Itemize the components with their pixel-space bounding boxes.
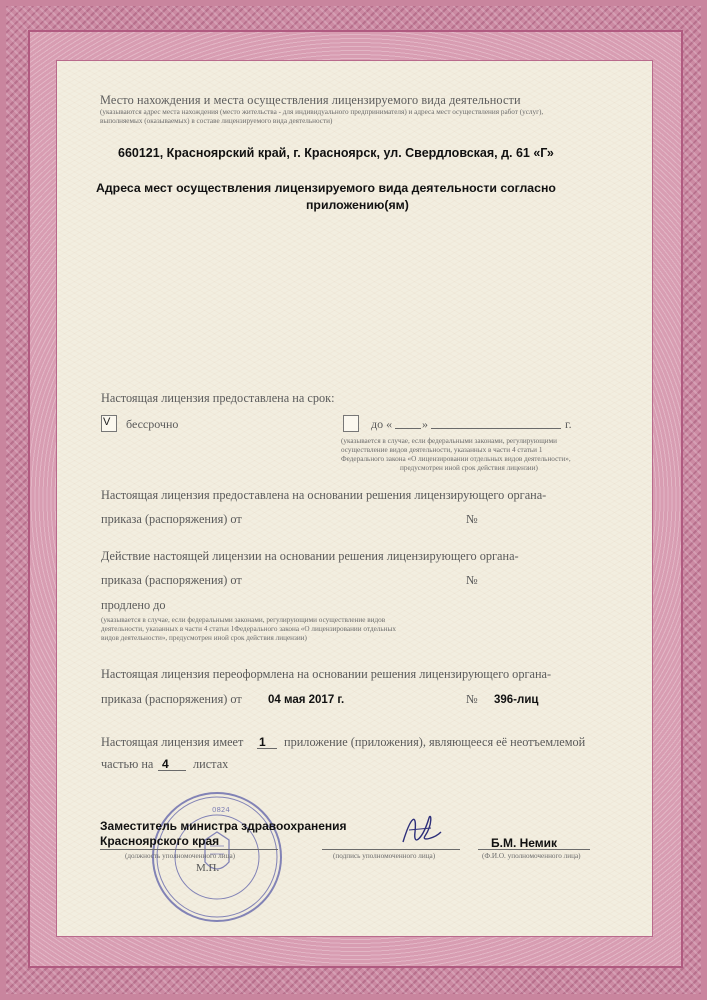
header-note-2: выполняемых (оказываемых) в составе лицензируемого вида деятельности) [100, 117, 333, 125]
header-note-1: (указываются адрес места нахождения (место жительства - для индивидуального предпринимателя) и адреса мест осуществления работ (услуг), [100, 108, 544, 116]
until-month-line [431, 428, 561, 429]
extension-note-2: деятельности, указанных в части 4 статьи 1Федерального закона «О лицензировании отдельных [101, 625, 396, 633]
appendix-line1-post: приложение (приложения), являющееся её неотъемлемой [284, 735, 586, 749]
appendix-sheets: 4 [162, 757, 169, 771]
appendix-count-line [257, 748, 277, 749]
extension-line1: Действие настоящей лицензии на основании решения лицензирующего органа- [101, 549, 519, 563]
until-day-line [395, 428, 421, 429]
until-checkbox [343, 415, 359, 432]
term-label: Настоящая лицензия предоставлена на срок: [101, 391, 335, 405]
signatory-position-line2: Красноярского края [100, 834, 220, 848]
appendix-line1-pre: Настоящая лицензия имеет [101, 735, 244, 749]
signature-line [322, 849, 460, 850]
until-quote: » [422, 417, 428, 431]
granted-basis-line2: приказа (распоряжения) от [101, 512, 242, 526]
reissue-number-label: № [466, 692, 478, 706]
indefinite-mark: V [103, 416, 111, 428]
address: 660121, Красноярский край, г. Красноярск, ул. Свердловская, д. 61 «Г» [118, 146, 554, 160]
appendix-count: 1 [259, 735, 266, 749]
reissue-date: 04 мая 2017 г. [268, 694, 345, 706]
signature-note: (подпись уполномоченного лица) [333, 852, 436, 860]
appendix-addresses-line2: приложению(ям) [306, 198, 409, 212]
seal-place-label: М.П. [196, 862, 220, 874]
svg-text:0824: 0824 [212, 806, 230, 814]
extended-until-label: продлено до [101, 598, 166, 612]
appendix-sheets-line [158, 770, 186, 771]
until-year: г. [565, 417, 572, 431]
term-note-2: осуществление видов деятельности, указанных в части 4 статьи 1 [341, 446, 543, 454]
signatory-position-line1: Заместитель министра здравоохранения [100, 819, 347, 833]
reissue-line2: приказа (распоряжения) от [101, 692, 242, 706]
signatory-name: Б.М. Немик [491, 836, 558, 850]
appendix-line2-post: листах [193, 757, 229, 771]
name-note: (Ф.И.О. уполномоченного лица) [482, 852, 581, 860]
extension-number-label: № [466, 573, 478, 587]
indefinite-label: бессрочно [126, 417, 179, 431]
position-note: (должность уполномоченного лица) [125, 852, 236, 860]
term-note-1: (указывается в случае, если федеральными законами, регулирующими [341, 437, 558, 445]
granted-basis-line1: Настоящая лицензия предоставлена на основании решения лицензирующего органа- [101, 488, 547, 502]
handwritten-signature [395, 808, 445, 854]
header-title: Место нахождения и места осуществления лицензируемого вида деятельности [100, 93, 521, 107]
term-note-4: предусмотрен иной срок действия лицензии) [400, 464, 538, 472]
name-line [478, 849, 590, 850]
reissue-number: 396-лиц [494, 694, 539, 706]
granted-number-label: № [466, 512, 478, 526]
appendix-line2-pre: частью на [101, 757, 154, 771]
term-note-3: Федерального закона «О лицензировании отдельных видов деятельности», [341, 455, 571, 463]
until-label: до « [371, 417, 393, 431]
position-line [100, 849, 278, 850]
reissue-line1: Настоящая лицензия переоформлена на основании решения лицензирующего органа- [101, 667, 552, 681]
appendix-addresses-line1: Адреса мест осуществления лицензируемого вида деятельности согласно [96, 181, 556, 195]
extension-note-1: (указывается в случае, если федеральными законами, регулирующими осуществление видов [101, 616, 386, 624]
extension-line2: приказа (распоряжения) от [101, 573, 242, 587]
extension-note-3: видов деятельности», предусмотрен иной срок действия лицензии) [101, 634, 307, 642]
